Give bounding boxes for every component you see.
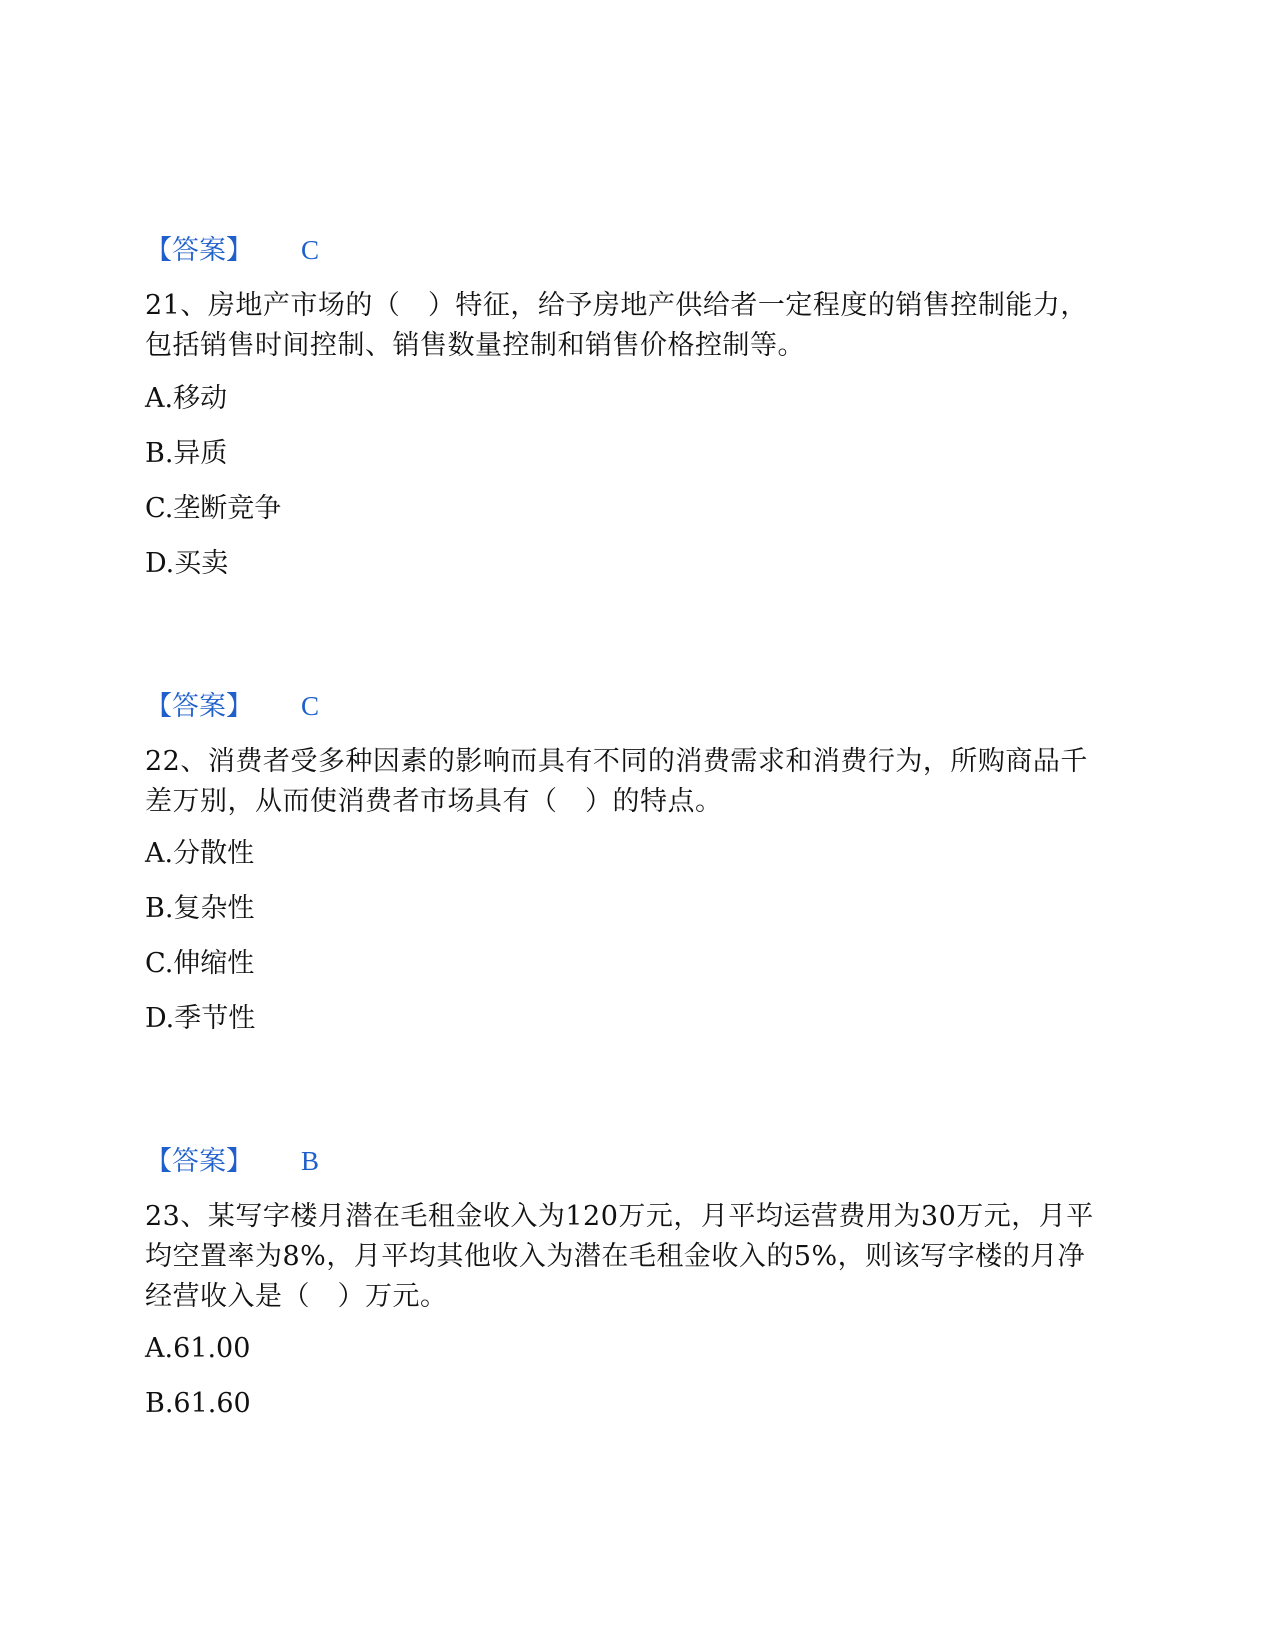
answer-value: C — [301, 691, 320, 721]
answer-line — [145, 688, 319, 724]
answer-value: B — [301, 1146, 320, 1176]
answer-line — [145, 232, 319, 268]
question-text: 22、消费者受多种因素的影响而具有不同的消费需求和消费行为，所购商品千差万别，从而使消费者市场具有（ ）的特点。 — [145, 746, 1088, 817]
answer-line — [145, 1143, 319, 1179]
answer-value: C — [301, 235, 320, 265]
option-a: A.移动 — [145, 383, 228, 414]
option-d: D.季节性 — [145, 1003, 256, 1034]
option-a: A.61.00 — [145, 1333, 251, 1364]
answer-label: 【答案】 — [145, 235, 253, 266]
option-d: D.买卖 — [145, 548, 229, 579]
option-b: B.异质 — [145, 438, 228, 469]
answer-label: 【答案】 — [145, 1146, 253, 1177]
option-c: C.垄断竞争 — [145, 493, 282, 524]
question-text: 23、某写字楼月潜在毛租金收入为120万元，月平均运营费用为30万元，月平均空置率为8%，月平均其他收入为潜在毛租金收入的5%，则该写字楼的月净经营收入是（ ）万元。 — [145, 1201, 1094, 1312]
answer-label: 【答案】 — [145, 691, 253, 722]
option-c: C.伸缩性 — [145, 948, 255, 979]
option-b: B.61.60 — [145, 1388, 251, 1419]
question-text: 21、房地产市场的（ ）特征，给予房地产供给者一定程度的销售控制能力，包括销售时间控制、销售数量控制和销售价格控制等。 — [145, 290, 1088, 361]
option-a: A.分散性 — [145, 838, 255, 869]
option-b: B.复杂性 — [145, 893, 255, 924]
